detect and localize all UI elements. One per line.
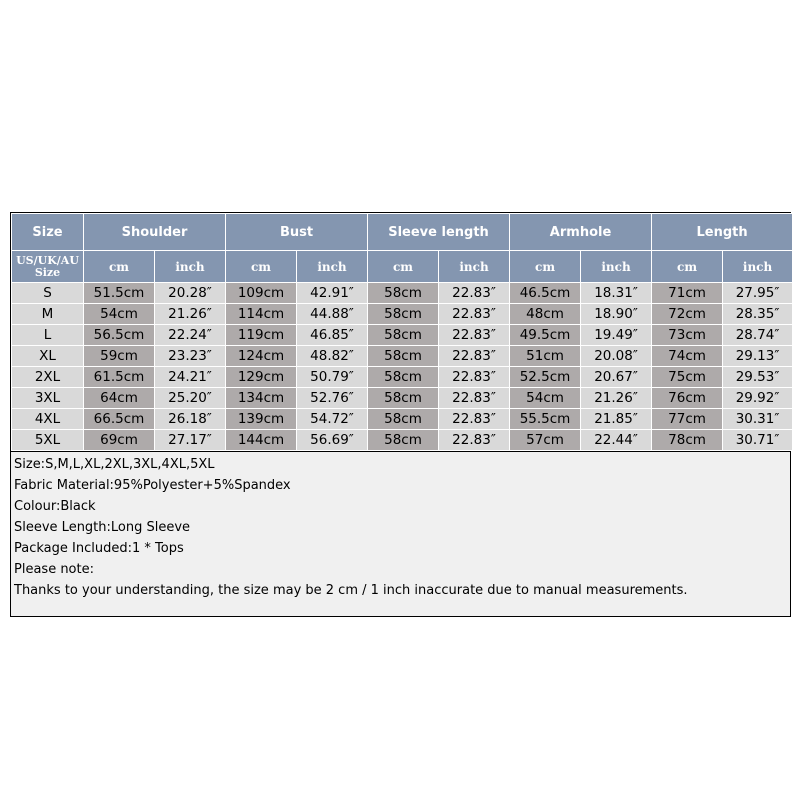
inch-value-cell: 29.53″ (723, 367, 793, 388)
inch-value-cell: 18.90″ (581, 304, 652, 325)
inch-value-cell: 28.74″ (723, 325, 793, 346)
cm-value-cell: 74cm (652, 346, 723, 367)
table-row (12, 283, 793, 304)
inch-value-cell: 30.71″ (723, 430, 793, 451)
cm-value-cell: 58cm (368, 346, 439, 367)
cm-value-cell: 73cm (652, 325, 723, 346)
inch-value-cell: 22.83″ (439, 367, 510, 388)
size-cell: S (12, 283, 84, 304)
size-chart (10, 212, 791, 617)
unit-cm-label: cm (368, 251, 439, 283)
cm-value-cell: 144cm (226, 430, 297, 451)
cm-value-cell: 75cm (652, 367, 723, 388)
inch-value-cell: 44.88″ (297, 304, 368, 325)
cm-value-cell: 48cm (510, 304, 581, 325)
cm-value-cell: 59cm (84, 346, 155, 367)
unit-inch-label: inch (439, 251, 510, 283)
note-line: Fabric Material:95%Polyester+5%Spandex (14, 478, 291, 493)
cm-value-cell: 51.5cm (84, 283, 155, 304)
inch-value-cell: 22.83″ (439, 430, 510, 451)
cm-value-cell: 55.5cm (510, 409, 581, 430)
unit-inch-label: inch (297, 251, 368, 283)
header-length: Length (652, 214, 793, 251)
inch-value-cell: 28.35″ (723, 304, 793, 325)
size-table (11, 213, 793, 451)
note-line: Size:S,M,L,XL,2XL,3XL,4XL,5XL (14, 457, 215, 472)
product-notes (11, 451, 790, 601)
cm-value-cell: 114cm (226, 304, 297, 325)
size-cell: 5XL (12, 430, 84, 451)
size-cell: 2XL (12, 367, 84, 388)
cm-value-cell: 54cm (510, 388, 581, 409)
unit-cm-label: cm (226, 251, 297, 283)
cm-value-cell: 58cm (368, 283, 439, 304)
inch-value-cell: 20.28″ (155, 283, 226, 304)
inch-value-cell: 22.83″ (439, 283, 510, 304)
cm-value-cell: 54cm (84, 304, 155, 325)
inch-value-cell: 54.72″ (297, 409, 368, 430)
cm-value-cell: 58cm (368, 388, 439, 409)
unit-cm-label: cm (84, 251, 155, 283)
cm-value-cell: 56.5cm (84, 325, 155, 346)
cm-value-cell: 76cm (652, 388, 723, 409)
cm-value-cell: 134cm (226, 388, 297, 409)
inch-value-cell: 29.13″ (723, 346, 793, 367)
note-line: Thanks to your understanding, the size may be 2 cm / 1 inch inaccurate due to manual measurements. (14, 583, 688, 598)
header-sleeve-length: Sleeve length (368, 214, 510, 251)
inch-value-cell: 27.95″ (723, 283, 793, 304)
size-cell: M (12, 304, 84, 325)
cm-value-cell: 58cm (368, 325, 439, 346)
table-row (12, 388, 793, 409)
inch-value-cell: 50.79″ (297, 367, 368, 388)
cm-value-cell: 58cm (368, 304, 439, 325)
cm-value-cell: 49.5cm (510, 325, 581, 346)
inch-value-cell: 46.85″ (297, 325, 368, 346)
header-armhole: Armhole (510, 214, 652, 251)
size-cell: 3XL (12, 388, 84, 409)
cm-value-cell: 109cm (226, 283, 297, 304)
table-row (12, 304, 793, 325)
cm-value-cell: 66.5cm (84, 409, 155, 430)
header-size: Size (12, 214, 84, 251)
cm-value-cell: 124cm (226, 346, 297, 367)
cm-value-cell: 69cm (84, 430, 155, 451)
inch-value-cell: 56.69″ (297, 430, 368, 451)
inch-value-cell: 48.82″ (297, 346, 368, 367)
unit-inch-label: inch (155, 251, 226, 283)
inch-value-cell: 29.92″ (723, 388, 793, 409)
inch-value-cell: 23.23″ (155, 346, 226, 367)
unit-inch-label: inch (581, 251, 652, 283)
header-bust: Bust (226, 214, 368, 251)
cm-value-cell: 139cm (226, 409, 297, 430)
group-header-row (12, 214, 793, 251)
inch-value-cell: 21.26″ (155, 304, 226, 325)
cm-value-cell: 72cm (652, 304, 723, 325)
size-cell: 4XL (12, 409, 84, 430)
cm-value-cell: 58cm (368, 430, 439, 451)
cm-value-cell: 71cm (652, 283, 723, 304)
inch-value-cell: 42.91″ (297, 283, 368, 304)
note-line: Colour:Black (14, 499, 96, 514)
cm-value-cell: 119cm (226, 325, 297, 346)
cm-value-cell: 51cm (510, 346, 581, 367)
inch-value-cell: 52.76″ (297, 388, 368, 409)
header-shoulder: Shoulder (84, 214, 226, 251)
inch-value-cell: 21.85″ (581, 409, 652, 430)
cm-value-cell: 77cm (652, 409, 723, 430)
cm-value-cell: 78cm (652, 430, 723, 451)
note-line: Please note: (14, 562, 94, 577)
cm-value-cell: 46.5cm (510, 283, 581, 304)
inch-value-cell: 30.31″ (723, 409, 793, 430)
cm-value-cell: 58cm (368, 409, 439, 430)
unit-inch-label: inch (723, 251, 793, 283)
inch-value-cell: 21.26″ (581, 388, 652, 409)
cm-value-cell: 64cm (84, 388, 155, 409)
inch-value-cell: 24.21″ (155, 367, 226, 388)
inch-value-cell: 25.20″ (155, 388, 226, 409)
note-line: Sleeve Length:Long Sleeve (14, 520, 191, 535)
unit-cm-label: cm (652, 251, 723, 283)
inch-value-cell: 20.08″ (581, 346, 652, 367)
inch-value-cell: 19.49″ (581, 325, 652, 346)
inch-value-cell: 22.24″ (155, 325, 226, 346)
inch-value-cell: 18.31″ (581, 283, 652, 304)
unit-header-row (12, 251, 793, 283)
size-cell: XL (12, 346, 84, 367)
inch-value-cell: 22.83″ (439, 346, 510, 367)
size-region-label: US/UK/AU Size (12, 251, 84, 283)
cm-value-cell: 61.5cm (84, 367, 155, 388)
inch-value-cell: 26.18″ (155, 409, 226, 430)
unit-cm-label: cm (510, 251, 581, 283)
inch-value-cell: 22.83″ (439, 388, 510, 409)
cm-value-cell: 57cm (510, 430, 581, 451)
inch-value-cell: 20.67″ (581, 367, 652, 388)
inch-value-cell: 22.83″ (439, 304, 510, 325)
note-line: Package Included:1 * Tops (14, 541, 184, 556)
size-cell: L (12, 325, 84, 346)
inch-value-cell: 22.83″ (439, 409, 510, 430)
inch-value-cell: 22.44″ (581, 430, 652, 451)
table-row (12, 367, 793, 388)
cm-value-cell: 52.5cm (510, 367, 581, 388)
table-row (12, 325, 793, 346)
table-row (12, 346, 793, 367)
table-row (12, 430, 793, 451)
cm-value-cell: 129cm (226, 367, 297, 388)
size-table-body (12, 283, 793, 451)
table-row (12, 409, 793, 430)
cm-value-cell: 58cm (368, 367, 439, 388)
inch-value-cell: 22.83″ (439, 325, 510, 346)
inch-value-cell: 27.17″ (155, 430, 226, 451)
